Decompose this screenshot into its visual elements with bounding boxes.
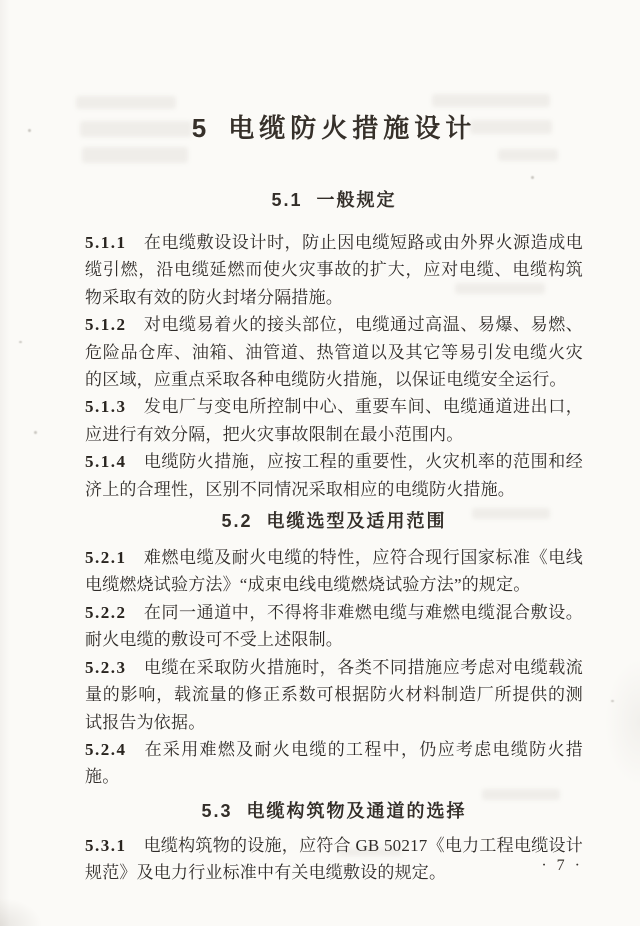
clause-text: 电缆在采取防火措施时，各类不同措施应考虑对电缆载流量的影响，载流量的修正系数可根据防火材料制造厂所提供的测试报告为依据。 bbox=[85, 657, 583, 732]
clause-text: 对电缆易着火的接头部位，电缆通过高温、易爆、易燃、危险品仓库、油箱、油管道、热管道以及其它等易引发电缆火灾的区域，应重点采取各种电缆防火措施，以保证电缆安全运行。 bbox=[85, 315, 583, 390]
clause-5-1-4 bbox=[85, 448, 583, 503]
clause-number: 5.1.4 bbox=[85, 452, 127, 472]
section-title: 电缆选型及适用范围 bbox=[266, 511, 447, 532]
clause-number: 5.1.2 bbox=[85, 315, 127, 335]
section-number: 5.2 bbox=[221, 511, 253, 532]
section-title: 一般规定 bbox=[316, 190, 397, 210]
clause-text: 难燃电缆及耐火电缆的特性，应符合现行国家标准《电线电缆燃烧试验方法》“成束电线电缆燃烧试验方法”的规定。 bbox=[85, 548, 583, 595]
section-heading-5-2 bbox=[85, 509, 583, 534]
clause-5-2-2 bbox=[85, 599, 583, 654]
clause-5-1-3 bbox=[85, 393, 583, 448]
section-title: 电缆构筑物及通道的选择 bbox=[246, 800, 467, 821]
clause-number: 5.2.2 bbox=[85, 602, 127, 622]
clause-text: 发电厂与变电所控制中心、重要车间、电缆通道进出口，应进行有效分隔，把火灾事故限制在最小范围内。 bbox=[85, 397, 583, 444]
clause-number: 5.2.4 bbox=[85, 739, 127, 759]
clause-5-3-1 bbox=[85, 832, 583, 887]
clause-text: 电缆防火措施，应按工程的重要性，火灾机率的范围和经济上的合理性，区别不同情况采取相应的电缆防火措施。 bbox=[85, 452, 583, 499]
page-number: · 7 · bbox=[541, 857, 583, 874]
clause-text: 电缆构筑物的设施，应符合 GB 50217《电力工程电缆设计规范》及电力行业标准中有关电缆敷设的规定。 bbox=[85, 835, 583, 883]
clause-number: 5.3.1 bbox=[85, 835, 127, 855]
clause-number: 5.2.1 bbox=[85, 548, 127, 568]
clause-number: 5.1.3 bbox=[85, 397, 127, 417]
clause-text: 在电缆敷设设计时，防止因电缆短路或由外界火源造成电缆引燃，沿电缆延燃而使火灾事故的扩大，应对电缆、电缆构筑物采取有效的防火封堵分隔措施。 bbox=[85, 233, 583, 307]
clause-5-2-4 bbox=[85, 736, 583, 791]
clause-number: 5.2.3 bbox=[85, 657, 127, 677]
clause-5-2-3 bbox=[85, 654, 583, 736]
section-heading-5-1 bbox=[85, 188, 583, 213]
clause-5-1-2 bbox=[85, 311, 583, 393]
clause-5-2-1 bbox=[85, 544, 583, 599]
section-number: 5.1 bbox=[271, 190, 303, 210]
clause-number: 5.1.1 bbox=[85, 233, 127, 252]
chapter-title-text: 电缆防火措施设计 bbox=[228, 113, 477, 143]
chapter-number: 5 bbox=[191, 113, 207, 143]
clause-text: 在同一通道中，不得将非难燃电缆与难燃电缆混合敷设。耐火电缆的敷设可不受上述限制。 bbox=[85, 602, 583, 650]
section-number: 5.3 bbox=[201, 800, 233, 821]
section-heading-5-3 bbox=[85, 799, 583, 824]
clause-5-1-1 bbox=[85, 229, 583, 311]
chapter-title bbox=[85, 110, 583, 146]
clause-text: 在采用难燃及耐火电缆的工程中，仍应考虑电缆防火措施。 bbox=[85, 739, 583, 787]
